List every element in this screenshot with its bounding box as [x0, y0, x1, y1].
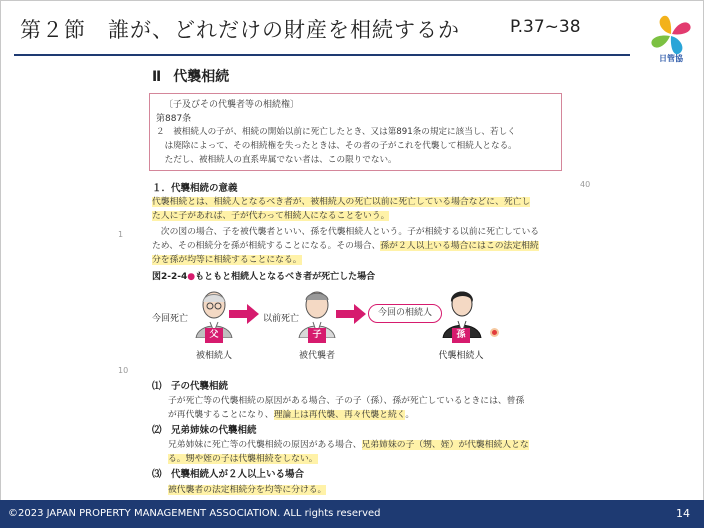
- item-heading: ⑵ 兄弟姉妹の代襲相続: [152, 425, 257, 436]
- paragraph-text: 兄弟姉妹に死亡等の代襲相続の原因がある場合、: [168, 440, 362, 450]
- pointer-dot-icon: [490, 328, 499, 337]
- page-reference: P.37~38: [510, 17, 581, 37]
- highlighted-text: 分を孫が均等に相続することになる。: [152, 255, 302, 265]
- highlighted-text: 孫が２人以上いる場合にはこの法定相続: [380, 241, 539, 251]
- document-page: [0, 60, 704, 500]
- paragraph-text: ため、その相続分を孫が相続することになる。その場合、: [152, 241, 381, 251]
- section-number: Ⅱ: [152, 69, 162, 85]
- logo-text: 日管協: [659, 54, 683, 63]
- statute-line: ２ 被相続人の子が、相続の開始以前に死亡したとき、又は第891条の規定に該当し、若しく: [156, 127, 516, 137]
- item-heading: ⑶ 代襲相続人が２人以上いる場合: [152, 469, 305, 480]
- copyright-text: ©2023 JAPAN PROPERTY MANAGEMENT ASSOCIATION. ALL rights reserved: [8, 508, 381, 519]
- paragraph-text: 。: [405, 410, 415, 420]
- statute-heading: 〔子及びその代襲者等の相続権〕: [164, 100, 300, 110]
- highlighted-text: 被代襲者の法定相続分を均等に分ける。: [168, 485, 327, 495]
- person-name: 被代襲者: [298, 351, 335, 361]
- role-badge-grandchild: 孫: [452, 328, 470, 343]
- highlighted-text: た人に子があれば、子が代わって相続人になることをいう。: [152, 211, 390, 221]
- label-before-dead: 以前死亡: [263, 314, 300, 324]
- person-name: 被相続人: [195, 351, 232, 361]
- figure-caption-text: もともと相続人となるべき者が死亡した場合: [195, 272, 376, 282]
- person-name: 代襲相続人: [438, 351, 484, 361]
- figure-number: 図2-2-4: [152, 272, 188, 282]
- page-number: 14: [676, 507, 690, 520]
- paragraph-line: 子が死亡等の代襲相続の原因がある場合、子の子（孫）、孫が死亡しているときには、曾孫: [168, 396, 525, 406]
- section-title-text: 代襲相続: [173, 69, 230, 85]
- figure-caption: [152, 269, 375, 282]
- figure-bullet: ●: [187, 272, 196, 282]
- highlighted-text: 代襲相続とは、相続人となるべき者が、被相続人の死亡以前に死亡している場合などに、死亡し: [152, 197, 531, 207]
- header-divider: [14, 54, 630, 56]
- statute-line: ただし、被相続人の直系卑属でない者は、この限りでない。: [156, 155, 397, 165]
- statute-number: 第887条: [156, 114, 192, 124]
- label-now-dead: 今回死亡: [152, 314, 189, 324]
- margin-line-number: 10: [118, 366, 129, 375]
- margin-line-number: 40: [580, 180, 591, 189]
- role-badge-child: 子: [308, 328, 326, 343]
- footer-bar: [0, 500, 704, 528]
- highlighted-text: 理論上は再代襲、再々代襲と続く: [273, 410, 406, 420]
- item-heading: ⑴ 子の代襲相続: [152, 381, 229, 392]
- paragraph-line: 次の図の場合、子を被代襲者といい、孫を代襲相続人という。子が相続する以前に死亡している: [152, 227, 540, 237]
- statute-box: [149, 93, 562, 171]
- highlighted-text: 兄弟姉妹の子（甥、姪）が代襲相続人とな: [361, 440, 529, 450]
- slide-title: 第２節 誰が、どれだけの財産を相続するか: [20, 18, 460, 42]
- margin-line-number: 1: [118, 230, 124, 239]
- highlighted-text: る。甥や姪の子は代襲相続をしない。: [168, 454, 318, 464]
- section-title: [152, 66, 229, 86]
- role-badge-father: 父: [205, 328, 223, 343]
- meaning-heading: １．代襲相続の意義: [152, 183, 238, 194]
- label-this-heir: 今回の相続人: [368, 304, 442, 323]
- paragraph-text: が再代襲することになり、: [168, 410, 274, 420]
- statute-line: は廃除によって、その相続権を失ったときは、その者の子がこれを代襲して相続人となる。: [156, 141, 517, 151]
